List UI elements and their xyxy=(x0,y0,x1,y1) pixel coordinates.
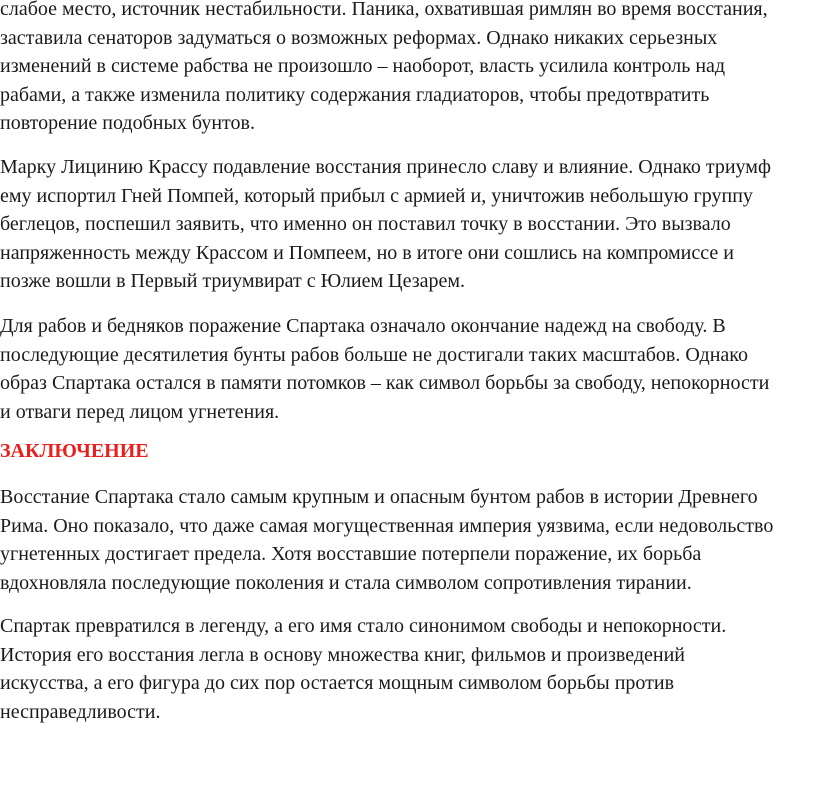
text-line: последующие десятилетия бунты рабов больше не достигали таких масштабов. Однако xyxy=(0,343,749,366)
text-line: несправедливости. xyxy=(0,700,161,723)
text-line: рабами, а также изменила политику содержания гладиаторов, чтобы предотвратить xyxy=(0,83,710,106)
text-line: Спартак превратился в легенду, а его имя стало синонимом свободы и непокорности. xyxy=(0,615,727,637)
text-line: Марку Лицинию Крассу подавление восстания принесло славу и влияние. Однако триумф xyxy=(0,156,771,178)
paragraph-aftermath xyxy=(0,0,768,138)
text-line: позже вошли в Первый триумвират с Юлием Цезарем. xyxy=(0,270,465,292)
text-line: и отваги перед лицом угнетения. xyxy=(0,400,280,423)
text-line: искусства, а его фигура до сих пор остается мощным символом борьбы против xyxy=(0,672,675,694)
text-line: повторение подобных бунтов. xyxy=(0,112,255,134)
paragraph-conclusion-1 xyxy=(0,483,773,597)
text-line: Для рабов и бедняков поражение Спартака означало окончание надежд на свободу. В xyxy=(0,315,726,337)
text-line: Рима. Оно показало, что даже самая могущественная империя уязвима, если недовольство xyxy=(0,514,774,537)
text-line: напряженность между Крассом и Помпеем, но в итоге они сошлись на компромиссе и xyxy=(0,241,734,264)
paragraph-legacy-slaves xyxy=(0,312,769,426)
text-line: вдохновляла последующие поколения и стала символом сопротивления тирании. xyxy=(0,571,692,594)
text-line: слабое место, источник нестабильности. Паника, охватившая римлян во время восстания, xyxy=(0,0,768,20)
text-line: угнетенных достигает предела. Хотя восставшие потерпели поражение, их борьба xyxy=(0,543,702,565)
text-line: ему испортил Гней Помпей, который прибыл с армией и, уничтожив небольшую группу xyxy=(0,184,753,207)
text-line: изменений в системе рабства не произошло – наоборот, власть усилила контроль над xyxy=(0,55,726,77)
paragraph-conclusion-2 xyxy=(0,612,726,726)
text-line: Восстание Спартака стало самым крупным и опасным бунтом рабов в истории Древнего xyxy=(0,486,758,508)
text-line: заставила сенаторов задуматься о возможных реформах. Однако никаких серьезных xyxy=(0,26,718,49)
conclusion-heading: ЗАКЛЮЧЕНИЕ xyxy=(0,440,149,462)
text-line: История его восстания легла в основу множества книг, фильмов и произведений xyxy=(0,643,685,666)
paragraph-crassus-pompey xyxy=(0,153,771,296)
text-line: образ Спартака остался в памяти потомков – как символ борьбы за свободу, непокорности xyxy=(0,372,770,394)
text-line: беглецов, поспешил заявить, что именно он поставил точку в восстании. Это вызвало xyxy=(0,213,731,235)
